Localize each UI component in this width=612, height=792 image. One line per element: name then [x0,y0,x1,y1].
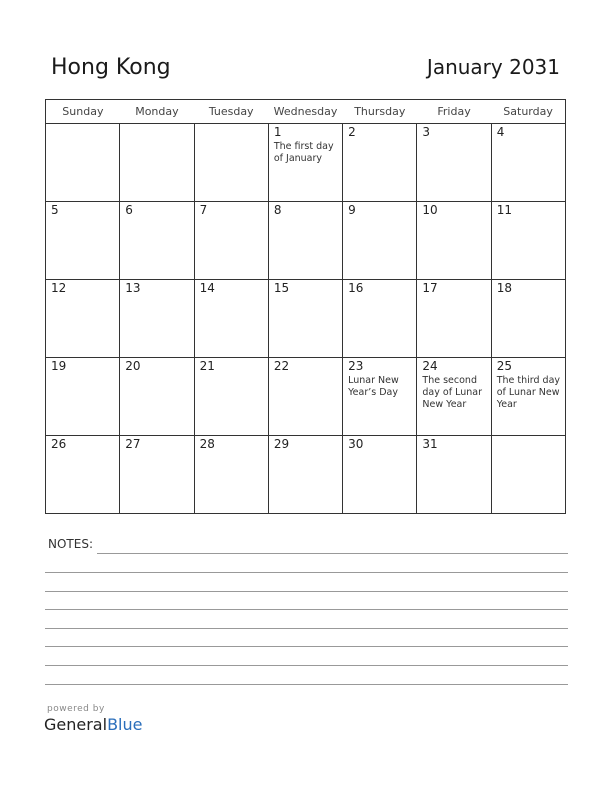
month-year-title: January 2031 [426,55,560,79]
logo-blue-text: Blue [107,715,143,734]
day-cell [491,436,565,514]
day-cell [491,124,565,202]
day-number: 10 [422,203,438,217]
day-number: 29 [273,437,290,451]
day-cell [46,280,120,358]
calendar-grid [45,99,566,514]
weekday-friday: Friday [417,100,491,124]
day-cell [194,202,268,280]
week-row [46,124,566,202]
holiday-label: Lunar New Year’s Day [348,375,399,398]
week-row [46,436,566,514]
day-number: 26 [51,437,67,451]
week-row [46,280,566,358]
day-number: 30 [348,437,364,451]
day-number: 20 [125,359,141,373]
day-cell [46,202,120,280]
day-number: 1 [273,125,282,139]
day-cell [417,124,491,202]
day-cell [343,202,417,280]
day-number: 7 [199,203,208,217]
weekday-saturday: Saturday [491,100,565,124]
day-cell [268,202,342,280]
day-number: 9 [348,203,356,217]
day-number: 14 [199,281,215,295]
day-cell [194,436,268,514]
day-cell [268,358,342,436]
weekday-wednesday: Wednesday [268,100,342,124]
day-cell [46,436,120,514]
note-line [45,665,568,666]
day-cell [46,124,120,202]
day-number: 28 [199,437,215,451]
day-number: 18 [496,281,512,295]
day-number: 5 [51,203,59,217]
notes-label: NOTES: [48,537,93,551]
day-cell [417,280,491,358]
day-cell [120,202,194,280]
day-number: 31 [422,437,438,451]
weekday-thursday: Thursday [343,100,417,124]
day-cell [268,124,342,202]
day-cell [417,202,491,280]
weekday-tuesday: Tuesday [194,100,268,124]
weekday-sunday: Sunday [46,100,120,124]
day-cell [194,358,268,436]
note-line [97,553,568,554]
note-line [45,609,568,610]
note-line [45,628,568,629]
day-number: 2 [348,125,356,139]
day-cell [268,280,342,358]
day-number: 12 [51,281,67,295]
day-cell [417,358,491,436]
day-cell [194,124,268,202]
day-cell [194,280,268,358]
day-cell [120,436,194,514]
day-cell [120,358,194,436]
weekday-header-row [46,100,566,124]
day-number: 24 [422,359,438,373]
day-number: 25 [496,359,512,373]
day-cell [343,124,417,202]
holiday-label: The third day of Lunar New Year [496,375,561,410]
day-number: 27 [125,437,141,451]
note-line [45,572,568,573]
note-line [45,646,568,647]
day-cell [343,436,417,514]
day-cell [343,358,417,436]
day-cell [120,124,194,202]
day-number: 22 [273,359,290,373]
week-row [46,358,566,436]
logo-general-text: General [44,715,108,734]
note-line [45,684,568,685]
country-title: Hong Kong [51,55,171,80]
day-number: 23 [348,359,364,373]
day-cell [417,436,491,514]
note-line [45,591,568,592]
day-number: 4 [496,125,505,139]
holiday-label: The second day of Lunar New Year [422,375,482,410]
brand-footer [44,704,142,734]
day-number: 11 [496,203,512,217]
day-cell [491,202,565,280]
day-cell [46,358,120,436]
generalblue-logo [44,715,142,734]
day-cell [120,280,194,358]
day-number: 19 [51,359,67,373]
day-cell [491,280,565,358]
day-cell [268,436,342,514]
day-number: 3 [422,125,431,139]
day-cell [491,358,565,436]
day-number: 17 [422,281,438,295]
day-cell [343,280,417,358]
day-number: 8 [273,203,282,217]
day-number: 13 [125,281,141,295]
powered-by-text: powered by [47,704,105,714]
day-number: 6 [125,203,133,217]
holiday-label: The first day of January [273,141,334,164]
week-row [46,202,566,280]
day-number: 16 [348,281,364,295]
weekday-monday: Monday [120,100,194,124]
day-number: 21 [199,359,215,373]
day-number: 15 [273,281,290,295]
